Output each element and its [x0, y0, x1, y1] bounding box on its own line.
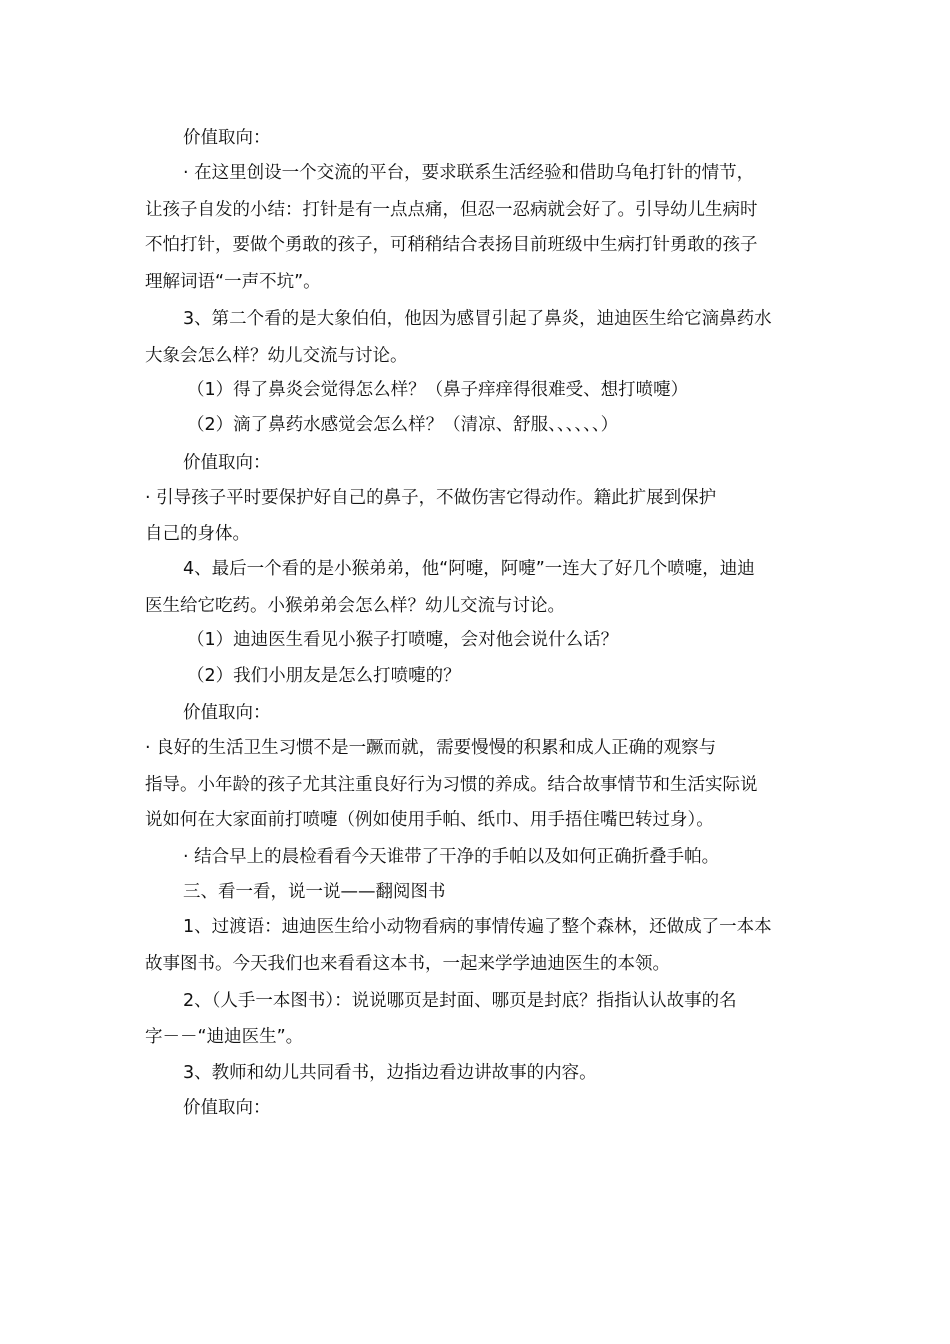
paragraph-line: （2）我们小朋友是怎么打喷嚏的？ [187, 666, 461, 686]
paragraph-line: 字－－“迪迪医生”。 [145, 1027, 304, 1047]
paragraph-line: · 良好的生活卫生习惯不是一蹶而就，需要慢慢的积累和成人正确的观察与 [145, 738, 717, 758]
paragraph-line: 2、（人手一本图书）：说说哪页是封面、哪页是封底？指指认认故事的名 [183, 991, 737, 1011]
paragraph-line: 理解词语“一声不坑”。 [145, 272, 321, 292]
section-heading: 三、看一看，说一说——翻阅图书 [183, 882, 446, 902]
paragraph-line: 让孩子自发的小结：打针是有一点点痛，但忍一忍病就会好了。引导幼儿生病时 [145, 200, 758, 220]
paragraph-line: 故事图书。今天我们也来看看这本书，一起来学学迪迪医生的本领。 [145, 954, 670, 974]
paragraph-line: （1）迪迪医生看见小猴子打喷嚏，会对他会说什么话？ [187, 630, 619, 650]
paragraph-line: 指导。小年龄的孩子尤其注重良好行为习惯的养成。结合故事情节和生活实际说 [145, 775, 758, 795]
paragraph-line: 4、最后一个看的是小猴弟弟，他“阿嚏，阿嚏”一连大了好几个喷嚏，迪迪 [183, 559, 755, 579]
paragraph-line: · 结合早上的晨检看看今天谁带了干净的手帕以及如何正确折叠手帕。 [183, 847, 720, 867]
paragraph-line: · 在这里创设一个交流的平台，要求联系生活经验和借助乌龟打针的情节， [183, 163, 755, 183]
paragraph-line: 说如何在大家面前打喷嚏（例如使用手帕、纸巾、用手捂住嘴巴转过身）。 [145, 810, 714, 830]
paragraph-line: 价值取向： [183, 453, 271, 473]
paragraph-line: · 引导孩子平时要保护好自己的鼻子，不做伤害它得动作。籍此扩展到保护 [145, 488, 717, 508]
paragraph-line: （1）得了鼻炎会觉得怎么样？（鼻子痒痒得很难受、想打喷嚏） [187, 380, 689, 400]
paragraph-line: 3、第二个看的是大象伯伯，他因为感冒引起了鼻炎，迪迪医生给它滴鼻药水 [183, 309, 772, 329]
paragraph-line: 不怕打针，要做个勇敢的孩子，可稍稍结合表扬目前班级中生病打针勇敢的孩子 [145, 235, 758, 255]
paragraph-line: 1、过渡语：迪迪医生给小动物看病的事情传遍了整个森林，还做成了一本本 [183, 917, 772, 937]
paragraph-line: 3、教师和幼儿共同看书，边指边看边讲故事的内容。 [183, 1063, 597, 1083]
paragraph-line: 价值取向： [183, 128, 271, 148]
paragraph-line: 价值取向： [183, 703, 271, 723]
paragraph-line: （2）滴了鼻药水感觉会怎么样？（清凉、舒服、、、、、、） [187, 415, 619, 435]
paragraph-line: 大象会怎么样？幼儿交流与讨论。 [145, 346, 408, 366]
paragraph-line: 医生给它吃药。小猴弟弟会怎么样？幼儿交流与讨论。 [145, 596, 565, 616]
paragraph-line: 价值取向： [183, 1098, 271, 1118]
paragraph-line: 自己的身体。 [145, 524, 250, 544]
